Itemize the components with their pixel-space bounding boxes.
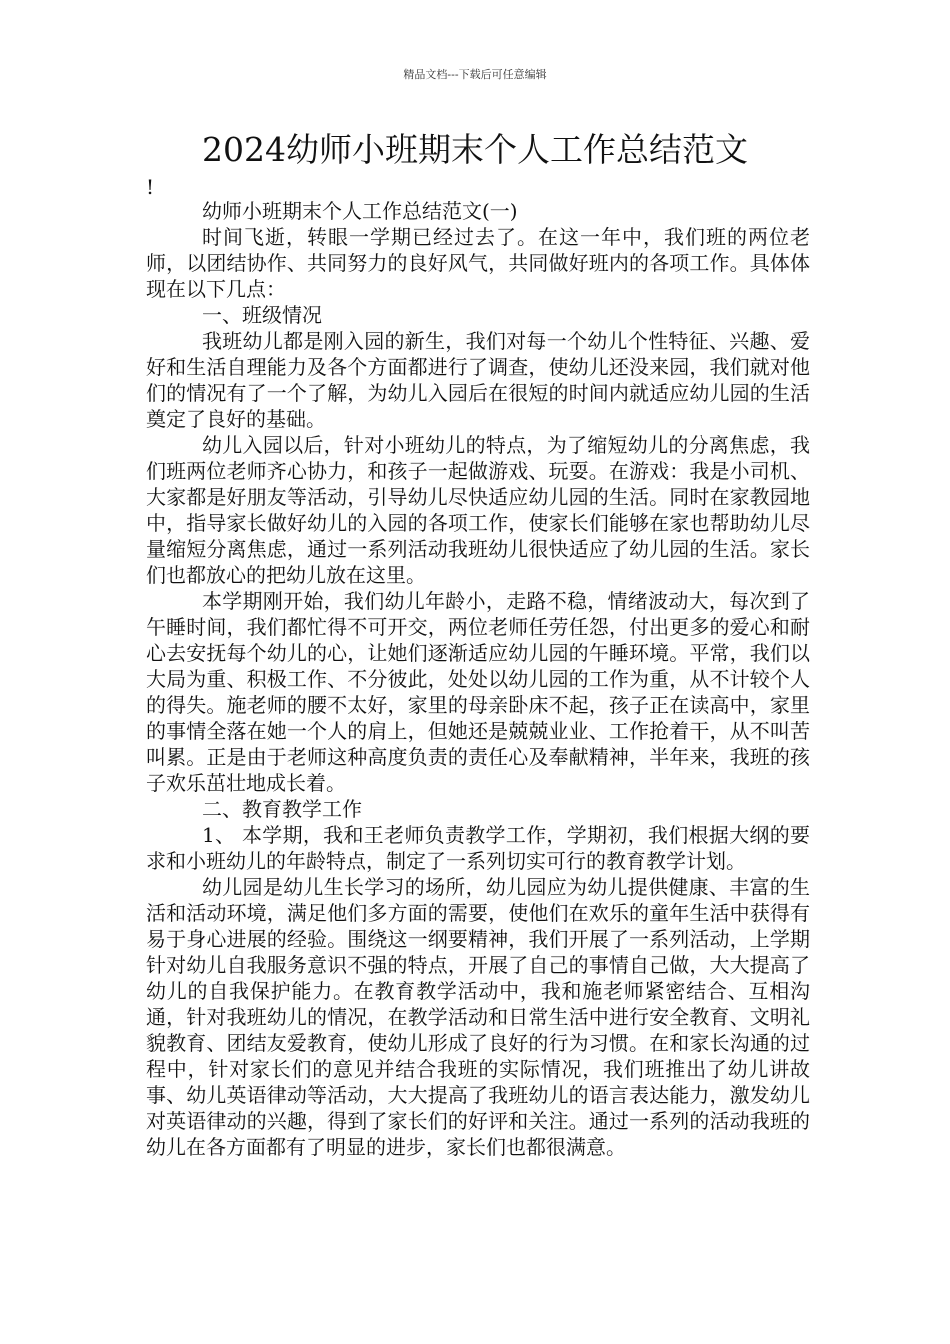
body-paragraph: 幼儿园是幼儿生长学习的场所，幼儿园应为幼儿提供健康、丰富的生活和活动环境，满足他们多方面的需要，使他们在欢乐的童年生活中获得有易于身心进展的经验。围绕这一纲要精神，我们开展了一系列活动，上学期针对幼儿自我服务意识不强的特点，开展了自己的事情自己做，大大提高了幼儿的自我保护能力。在教育教学活动中，我和施老师紧密结合、互相沟通，针对我班幼儿的情况，在教学活动和日常生活中进行安全教育、文明礼貌教育、团结友爱教育，使幼儿形成了良好的行为习惯。在和家长沟通的过程中，针对家长们的意见并结合我班的实际情况，我们班推出了幼儿讲故事、幼儿英语律动等活动，大大提高了我班幼儿的语言表达能力，激发幼儿对英语律动的兴趣，得到了家长们的好评和关注。通过一系列的活动我班的幼儿在各方面都有了明显的进步，家长们也都很满意。 bbox=[146, 875, 810, 1159]
subtitle-paragraph: 幼师小班期末个人工作总结范文(一) bbox=[202, 199, 518, 223]
document-title: 2024幼师小班期末个人工作总结范文 bbox=[202, 130, 748, 169]
body-paragraph: 我班幼儿都是刚入园的新生，我们对每一个幼儿个性特征、兴趣、爱好和生活自理能力及各个方面都进行了调查，使幼儿还没来园，我们就对他们的情况有了一个了解，为幼儿入园后在很短的时间内就适应幼儿园的生活奠定了良好的基础。 bbox=[146, 329, 810, 431]
body-paragraph: 本学期刚开始，我们幼儿年龄小，走路不稳，情绪波动大，每次到了午睡时间，我们都忙得不可开交，两位老师任劳任怨，付出更多的爱心和耐心去安抚每个幼儿的心，让她们逐渐适应幼儿园的午睡环境。平常，我们以大局为重、积极工作、不分彼此，处处以幼儿园的工作为重，从不计较个人的得失。施老师的腰不太好，家里的母亲卧床不起，孩子正在读高中，家里的事情全落在她一个人的肩上，但她还是兢兢业业、工作抢着干，从不叫苦叫累。正是由于老师这种高度负责的责任心及奉献精神，半年来，我班的孩子欢乐茁壮地成长着。 bbox=[146, 589, 810, 795]
intro-paragraph: 时间飞逝，转眼一学期已经过去了。在这一年中，我们班的两位老师，以团结协作、共同努力的良好风气，共同做好班内的各项工作。具体体现在以下几点： bbox=[146, 225, 810, 301]
stray-exclamation-mark: ! bbox=[146, 175, 155, 199]
body-paragraph: 1、 本学期，我和王老师负责教学工作，学期初，我们根据大纲的要求和小班幼儿的年龄特点，制定了一系列切实可行的教育教学计划。 bbox=[146, 823, 810, 873]
section-heading-teaching-work: 二、教育教学工作 bbox=[202, 797, 362, 821]
page-header-note: 精品文档---下载后可任意编辑 bbox=[403, 68, 547, 81]
document-body bbox=[146, 198, 810, 1160]
body-paragraph: 幼儿入园以后，针对小班幼儿的特点，为了缩短幼儿的分离焦虑，我们班两位老师齐心协力，和孩子一起做游戏、玩耍。在游戏：我是小司机、大家都是好朋友等活动，引导幼儿尽快适应幼儿园的生活。同时在家教园地中，指导家长做好幼儿的入园的各项工作，使家长们能够在家也帮助幼儿尽量缩短分离焦虑，通过一系列活动我班幼儿很快适应了幼儿园的生活。家长们也都放心的把幼儿放在这里。 bbox=[146, 433, 810, 587]
section-heading-class-situation: 一、班级情况 bbox=[202, 303, 322, 327]
